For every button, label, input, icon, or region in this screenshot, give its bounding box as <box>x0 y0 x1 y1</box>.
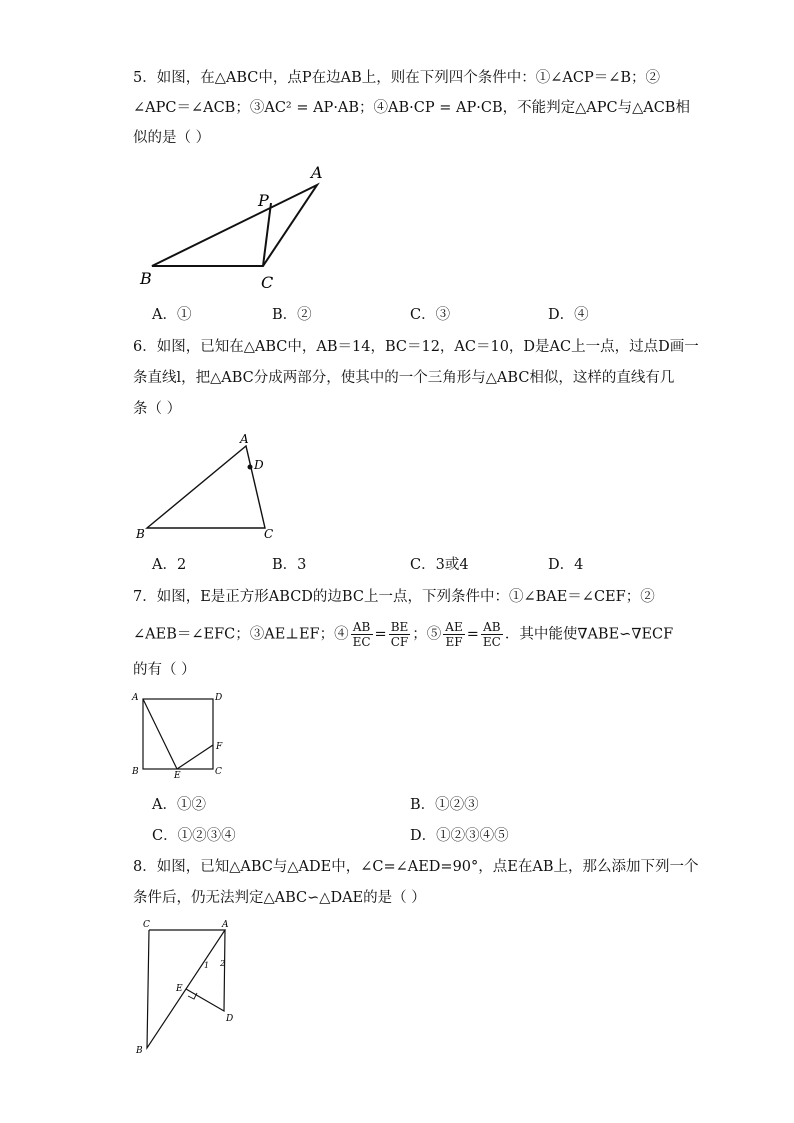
q7-fraction-ae-ef: $\frac{AE}{EF}$ <box>445 620 463 649</box>
q7-option-d[interactable]: D．①②③④⑤ <box>410 828 509 844</box>
q6-triangle-figure <box>130 428 290 546</box>
q7-option-c[interactable]: C．①②③④ <box>152 828 236 844</box>
q8-triangle-figure <box>130 915 250 1055</box>
q6-label-c: C <box>264 527 274 541</box>
q7-label-b: B <box>132 767 139 777</box>
q6-label-a: A <box>240 432 249 446</box>
q7-text-line3: 的有（ ） <box>133 662 196 678</box>
q8-text-line2: 条件后，仍无法判定△ABC∽△DAE的是（ ） <box>133 890 426 906</box>
q7-fraction-be-cf: $\frac{BE}{CF}$ <box>390 620 409 649</box>
q6-text-line1: 6．如图，已知在△ABC中，AB＝14，BC＝12，AC＝10，D是AC上一点，过点D画一 <box>133 339 699 355</box>
q5-triangle-figure <box>130 160 340 295</box>
q7-line2-part-b: ；⑤ <box>412 626 442 643</box>
q6-option-a[interactable]: A．2 <box>152 557 187 573</box>
q7-text-line1: 7．如图，E是正方形ABCD的边BC上一点，下列条件中：①∠BAE＝∠CEF；② <box>133 589 655 605</box>
q7-label-a: A <box>132 693 139 703</box>
q7-line2-part-a: ∠AEB＝∠EFC；③AE⊥EF；④ <box>133 626 349 643</box>
q5-option-d[interactable]: D．④ <box>548 307 589 323</box>
q8-angle-label-1: 1 <box>204 961 210 970</box>
q7-option-b[interactable]: B．①②③ <box>410 797 479 813</box>
q7-fraction-ab-ec: $\frac{AB}{EC}$ <box>352 620 371 649</box>
q8-text-line1: 8．如图，已知△ABC与△ADE中，∠C=∠AED=90°，点E在AB上，那么添加下列一个 <box>133 859 699 875</box>
q6-label-d: D <box>254 458 264 472</box>
q7-fraction-ab-ec-2: $\frac{AB}{EC}$ <box>482 620 501 649</box>
q5-label-c: C <box>261 273 274 292</box>
q5-label-p: P <box>258 191 269 210</box>
q7-square-figure <box>130 688 230 780</box>
q5-text-line3: 似的是（ ） <box>133 130 211 146</box>
q8-label-c: C <box>143 920 150 930</box>
q7-option-a[interactable]: A．①② <box>152 797 206 813</box>
q7-label-f: F <box>216 742 223 752</box>
q5-option-a[interactable]: A．① <box>152 307 192 323</box>
q8-label-a: A <box>222 920 229 930</box>
q8-label-d: D <box>226 1014 234 1024</box>
q5-label-a: A <box>311 163 323 182</box>
q7-text-line2: ∠AEB＝∠EFC；③AE⊥EF；④ $\frac{AB}{EC}$ = $\frac{BE}{CF}$ ；⑤ $\frac{AE}{EF}$ = $\frac{AB}{EC}$ ．其中能使∇ABE∽∇ECF <box>133 620 674 649</box>
q6-text-line3: 条（ ） <box>133 401 182 417</box>
q8-angle-label-2: 2 <box>220 959 226 968</box>
q5-option-b[interactable]: B．② <box>272 307 312 323</box>
q5-text-line2: ∠APC＝∠ACB；③AC² = AP·AB；④AB·CP = AP·CB，不能判定△APC与△ACB相 <box>133 100 690 116</box>
q7-label-d: D <box>215 693 223 703</box>
q7-label-e: E <box>174 771 181 780</box>
q6-option-c[interactable]: C．3或4 <box>410 557 469 573</box>
q5-text-line1: 5．如图，在△ABC中，点P在边AB上，则在下列四个条件中：①∠ACP＝∠B；② <box>133 70 661 86</box>
q5-option-c[interactable]: C．③ <box>410 307 451 323</box>
q5-label-b: B <box>140 269 152 288</box>
q8-label-e: E <box>176 984 183 994</box>
q6-option-b[interactable]: B．3 <box>272 557 307 573</box>
q7-label-c: C <box>215 767 222 777</box>
q7-line2-part-c: ．其中能使∇ABE∽∇ECF <box>504 626 674 643</box>
q6-label-b: B <box>136 527 145 541</box>
q6-text-line2: 条直线l，把△ABC分成两部分，使其中的一个三角形与△ABC相似，这样的直线有几 <box>133 370 675 386</box>
q6-option-d[interactable]: D．4 <box>548 557 584 573</box>
q8-label-b: B <box>136 1046 143 1055</box>
